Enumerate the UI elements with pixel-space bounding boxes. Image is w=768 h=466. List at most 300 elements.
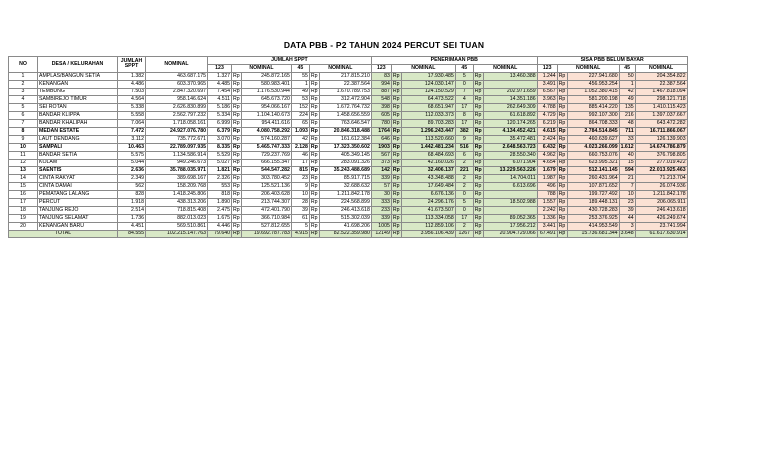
cell-desa: CINTA RAKYAT xyxy=(38,175,118,183)
currency-label: Rp xyxy=(474,88,482,95)
cell-pnom123: 32.406.137 xyxy=(401,167,455,175)
currency-label: Rp xyxy=(392,183,400,190)
cell-no: 2 xyxy=(9,80,38,88)
table-row xyxy=(9,112,688,120)
table-row xyxy=(9,88,688,96)
currency-label: Rp xyxy=(558,119,566,126)
cell-p123: 780 xyxy=(371,120,391,128)
cell-s123: 8.335 xyxy=(208,143,232,151)
total-p123: 12149 xyxy=(371,230,391,238)
cell-snom45: 217.815.210 xyxy=(319,72,371,80)
cell-desa: BANDAR KLIPPA xyxy=(38,112,118,120)
cell-p123: 567 xyxy=(371,151,391,159)
cell-nom: 22.789.097.935 xyxy=(146,143,208,151)
header-sisa-nominal-123: NOMINAL xyxy=(557,64,619,72)
cell-snom123: 1.176.530.944 xyxy=(241,88,291,96)
cell-p45: 2 xyxy=(455,183,473,191)
cell-bnom45: 23.741.994 xyxy=(635,222,687,230)
table-row xyxy=(9,214,688,222)
currency-label: Rp xyxy=(474,183,482,190)
cell-s45: 10 xyxy=(291,191,309,199)
cell-pnom123: 113.520.660 xyxy=(401,135,455,143)
cell-pnom123: 43.348.488 xyxy=(401,175,455,183)
cell-bnom123: 199.727.492 xyxy=(567,191,619,199)
currency-label: Rp xyxy=(392,222,400,229)
cell-nom: 958.146.624 xyxy=(146,96,208,104)
cell-nom: 949.246.673 xyxy=(146,159,208,167)
cell-desa: SAMBIREJO TIMUR xyxy=(38,96,118,104)
cell-sppt: 562 xyxy=(118,183,146,191)
currency-label: Rp xyxy=(233,112,240,119)
currency-label: Rp xyxy=(474,222,482,229)
cell-no: 19 xyxy=(9,214,38,222)
currency-label: Rp xyxy=(392,206,400,213)
cell-pnom123: 17.930.485 xyxy=(401,72,455,80)
cell-bnom45: 298.121.718 xyxy=(635,96,687,104)
currency-label: Rp xyxy=(474,198,482,205)
currency-label: Rp xyxy=(233,135,240,142)
cell-no: 12 xyxy=(9,159,38,167)
cell-snom45: 312.472.904 xyxy=(319,96,371,104)
cell-b123: 1.679 xyxy=(537,167,557,175)
cell-sppt: 5.044 xyxy=(118,159,146,167)
currency-label: Rp xyxy=(233,88,240,95)
cell-s45: 224 xyxy=(291,112,309,120)
currency-label: Rp xyxy=(474,104,482,111)
total-pnom45: 20.904.729.066 xyxy=(483,230,537,238)
header-penerimaan-nominal-123: NOMINAL xyxy=(391,64,455,72)
currency-label: Rp xyxy=(558,80,566,87)
table-row xyxy=(9,175,688,183)
cell-sppt: 7.064 xyxy=(118,120,146,128)
currency-label: Rp xyxy=(310,206,318,213)
total-pnom123: 3.956.106.439 xyxy=(401,230,455,238)
currency-label: Rp xyxy=(310,167,318,174)
cell-s45: 46 xyxy=(291,151,309,159)
cell-bnom123: 227.941.680 xyxy=(567,72,619,80)
cell-b45: 21 xyxy=(619,175,635,183)
cell-pnom45: 89.052.365 xyxy=(483,214,537,222)
cell-bnom45: 1.211.842.178 xyxy=(635,191,687,199)
currency-label: Rp xyxy=(310,214,318,221)
cell-no: 8 xyxy=(9,128,38,136)
cell-no: 6 xyxy=(9,112,38,120)
cell-sppt: 1.382 xyxy=(118,72,146,80)
cell-sppt: 5.575 xyxy=(118,151,146,159)
cell-bnom123: 456.953.254 xyxy=(567,80,619,88)
cell-snom45: 41.698.206 xyxy=(319,222,371,230)
cell-bnom45: 16.711.866.067 xyxy=(635,128,687,136)
currency-label: Rp xyxy=(233,127,240,134)
header-penerimaan-123: 123 xyxy=(371,64,391,72)
total-snom45: 82.522.359.980 xyxy=(319,230,371,238)
cell-nom: 2.847.320.697 xyxy=(146,88,208,96)
cell-sppt: 2.349 xyxy=(118,175,146,183)
currency-label: Rp xyxy=(233,222,240,229)
cell-desa: KENANGAN BARU xyxy=(38,222,118,230)
cell-s123: 3.070 xyxy=(208,135,232,143)
cell-p45: 4 xyxy=(455,96,473,104)
cell-bnom45: 206.065.911 xyxy=(635,199,687,207)
cell-s123: 553 xyxy=(208,183,232,191)
cell-b45: 33 xyxy=(619,135,635,143)
cell-nom: 735.772.671 xyxy=(146,135,208,143)
cell-bnom45: 277.019.422 xyxy=(635,159,687,167)
currency-label: Rp xyxy=(310,72,318,79)
currency-label: Rp xyxy=(392,198,400,205)
currency-label: Rp xyxy=(233,80,240,87)
cell-snom45: 35.243.488.689 xyxy=(319,167,371,175)
total-bnom45: 61.617.630.914 xyxy=(635,230,687,238)
cell-pnom45: 6.613.696 xyxy=(483,183,537,191)
cell-bnom123: 260.431.964 xyxy=(567,175,619,183)
cell-b123: 6.432 xyxy=(537,143,557,151)
cell-bnom45: 204.354.822 xyxy=(635,72,687,80)
cell-b45: 594 xyxy=(619,167,635,175)
cell-nom: 603.370.965 xyxy=(146,80,208,88)
cell-b45: 42 xyxy=(619,88,635,96)
table-row xyxy=(9,151,688,159)
header-group-sisa: SISA PBB BELUM BAYAR xyxy=(537,57,687,65)
cell-nom: 2.562.797.232 xyxy=(146,112,208,120)
currency-label: Rp xyxy=(310,159,318,166)
currency-label: Rp xyxy=(233,198,240,205)
currency-label: Rp xyxy=(392,88,400,95)
cell-desa: KENANGAN xyxy=(38,80,118,88)
cell-bnom45: 126.139.903 xyxy=(635,135,687,143)
cell-s123: 6.379 xyxy=(208,128,232,136)
cell-bnom45: 1.467.818.094 xyxy=(635,88,687,96)
currency-label: Rp xyxy=(558,190,566,197)
currency-label: Rp xyxy=(558,159,566,166)
cell-p45: 0 xyxy=(455,80,473,88)
cell-s45: 1.093 xyxy=(291,128,309,136)
cell-s123: 818 xyxy=(208,191,232,199)
currency-label: Rp xyxy=(392,167,400,174)
cell-b45: 15 xyxy=(619,159,635,167)
cell-desa: PEMATANG LALANG xyxy=(38,191,118,199)
cell-pnom45 xyxy=(483,206,537,214)
table-row xyxy=(9,120,688,128)
cell-p45: 5 xyxy=(455,72,473,80)
cell-b123: 4.654 xyxy=(537,159,557,167)
cell-bnom45: 246.413.618 xyxy=(635,206,687,214)
currency-label: Rp xyxy=(310,112,318,119)
cell-s45: 5 xyxy=(291,222,309,230)
cell-p45: 17 xyxy=(455,104,473,112)
cell-bnom45: 426.249.674 xyxy=(635,214,687,222)
cell-snom123: 366.710.984 xyxy=(241,214,291,222)
cell-s45: 61 xyxy=(291,214,309,222)
cell-p45: 5 xyxy=(455,199,473,207)
cell-snom45: 22.387.564 xyxy=(319,80,371,88)
currency-label: Rp xyxy=(233,143,240,150)
currency-label: Rp xyxy=(392,127,400,134)
cell-b123: 4.788 xyxy=(537,104,557,112)
cell-sppt: 1.736 xyxy=(118,214,146,222)
currency-label: Rp xyxy=(233,190,240,197)
cell-s45: 2.128 xyxy=(291,143,309,151)
currency-label: Rp xyxy=(233,104,240,111)
cell-b123: 6.219 xyxy=(537,120,557,128)
currency-label: Rp xyxy=(310,230,318,237)
cell-desa: CINTA DAMAI xyxy=(38,183,118,191)
cell-nom: 463.687.175 xyxy=(146,72,208,80)
currency-label: Rp xyxy=(392,230,400,237)
currency-label: Rp xyxy=(474,175,482,182)
cell-s45: 152 xyxy=(291,104,309,112)
cell-bnom123: 660.753.076 xyxy=(567,151,619,159)
cell-p45: 6 xyxy=(455,151,473,159)
cell-snom45: 246.413.618 xyxy=(319,206,371,214)
cell-nom: 438.313.206 xyxy=(146,199,208,207)
cell-p123: 233 xyxy=(371,206,391,214)
currency-label: Rp xyxy=(392,159,400,166)
cell-s123: 5.186 xyxy=(208,104,232,112)
cell-no: 20 xyxy=(9,222,38,230)
cell-pnom45: 202.971.659 xyxy=(483,88,537,96)
currency-label: Rp xyxy=(392,143,400,150)
table-row xyxy=(9,206,688,214)
cell-s123: 1.675 xyxy=(208,214,232,222)
cell-bnom45: 1.410.115.423 xyxy=(635,104,687,112)
cell-p45: 221 xyxy=(455,167,473,175)
cell-p123: 994 xyxy=(371,80,391,88)
cell-b45: 1 xyxy=(619,80,635,88)
cell-pnom123: 6.676.136 xyxy=(401,191,455,199)
cell-no: 15 xyxy=(9,183,38,191)
cell-no: 7 xyxy=(9,120,38,128)
cell-b45: 3 xyxy=(619,222,635,230)
cell-p123: 57 xyxy=(371,183,391,191)
cell-sppt: 4.564 xyxy=(118,96,146,104)
cell-pnom123: 113.334.058 xyxy=(401,214,455,222)
cell-s45: 1 xyxy=(291,80,309,88)
cell-pnom123: 64.473.522 xyxy=(401,96,455,104)
cell-s45: 49 xyxy=(291,88,309,96)
table-row xyxy=(9,183,688,191)
cell-p123: 339 xyxy=(371,175,391,183)
currency-label: Rp xyxy=(558,72,566,79)
cell-bnom45: 14.674.786.879 xyxy=(635,143,687,151)
cell-sppt: 1.918 xyxy=(118,199,146,207)
currency-label: Rp xyxy=(392,119,400,126)
cell-p45: 17 xyxy=(455,214,473,222)
table-row xyxy=(9,159,688,167)
cell-snom123: 1.104.140.673 xyxy=(241,112,291,120)
cell-s123: 5.027 xyxy=(208,159,232,167)
cell-snom45: 85.917.715 xyxy=(319,175,371,183)
currency-label: Rp xyxy=(392,190,400,197)
cell-snom45: 1.672.764.732 xyxy=(319,104,371,112)
cell-bnom123: 4.023.266.099 xyxy=(567,143,619,151)
cell-s123: 6.999 xyxy=(208,120,232,128)
cell-pnom123: 1.442.481.234 xyxy=(401,143,455,151)
cell-nom: 1.134.586.914 xyxy=(146,151,208,159)
cell-snom45: 20.846.318.488 xyxy=(319,128,371,136)
cell-s123: 1.327 xyxy=(208,72,232,80)
currency-label: Rp xyxy=(558,96,566,103)
cell-s123: 1.821 xyxy=(208,167,232,175)
currency-label: Rp xyxy=(558,112,566,119)
page-title: DATA PBB - P2 TAHUN 2024 PERCUT SEI TUAN xyxy=(283,40,485,50)
cell-s123: 4.446 xyxy=(208,222,232,230)
cell-b123: 3.963 xyxy=(537,96,557,104)
cell-sppt: 7.472 xyxy=(118,128,146,136)
cell-bnom45: 26.074.936 xyxy=(635,183,687,191)
currency-label: Rp xyxy=(558,206,566,213)
cell-sppt: 3.112 xyxy=(118,135,146,143)
cell-p123: 83 xyxy=(371,72,391,80)
cell-b45: 40 xyxy=(619,151,635,159)
currency-label: Rp xyxy=(310,198,318,205)
cell-snom123: 5.465.747.333 xyxy=(241,143,291,151)
currency-label: Rp xyxy=(392,72,400,79)
cell-no: 10 xyxy=(9,143,38,151)
total-snom123: 19.692.787.783 xyxy=(241,230,291,238)
cell-pnom123: 17.649.484 xyxy=(401,183,455,191)
cell-bnom45: 22.013.925.463 xyxy=(635,167,687,175)
cell-pnom45: 17.956.212 xyxy=(483,222,537,230)
header-sppt-nominal-123: NOMINAL xyxy=(232,64,292,72)
currency-label: Rp xyxy=(392,214,400,221)
cell-bnom123: 189.448.131 xyxy=(567,199,619,207)
cell-snom45: 283.091.326 xyxy=(319,159,371,167)
cell-p123: 30 xyxy=(371,191,391,199)
cell-no: 14 xyxy=(9,175,38,183)
currency-label: Rp xyxy=(233,72,240,79)
cell-b123: 2.424 xyxy=(537,135,557,143)
cell-p123: 373 xyxy=(371,159,391,167)
currency-label: Rp xyxy=(233,214,240,221)
cell-pnom45: 13.460.388 xyxy=(483,72,537,80)
header-group-sppt: JUMLAH SPPT xyxy=(208,57,372,65)
cell-p123: 1903 xyxy=(371,143,391,151)
cell-pnom123: 124.150.529 xyxy=(401,88,455,96)
cell-b123: 4.962 xyxy=(537,151,557,159)
cell-snom45: 32.688.632 xyxy=(319,183,371,191)
cell-b45: 23 xyxy=(619,199,635,207)
cell-p123: 142 xyxy=(371,167,391,175)
cell-pnom45: 4.134.452.421 xyxy=(483,128,537,136)
cell-bnom123: 885.414.220 xyxy=(567,104,619,112)
cell-pnom45 xyxy=(483,191,537,199)
cell-desa: TEMBUNG xyxy=(38,88,118,96)
cell-s123: 7.454 xyxy=(208,88,232,96)
table-row xyxy=(9,96,688,104)
cell-sppt: 5.338 xyxy=(118,104,146,112)
cell-pnom45: 262.649.309 xyxy=(483,104,537,112)
currency-label: Rp xyxy=(392,104,400,111)
cell-b123: 2.242 xyxy=(537,206,557,214)
cell-p45: 7 xyxy=(455,88,473,96)
header-sisa-nominal-45: NOMINAL xyxy=(635,64,687,72)
currency-label: Rp xyxy=(310,96,318,103)
cell-s45: 53 xyxy=(291,96,309,104)
cell-p123: 887 xyxy=(371,88,391,96)
cell-pnom123: 89.703.283 xyxy=(401,120,455,128)
header-jumlah-sppt: JUMLAH SPPT xyxy=(118,57,146,73)
cell-s45: 42 xyxy=(291,135,309,143)
cell-s45: 815 xyxy=(291,167,309,175)
total-p45: 1267 xyxy=(455,230,473,238)
cell-b45: 49 xyxy=(619,96,635,104)
currency-label: Rp xyxy=(474,190,482,197)
cell-p45: 382 xyxy=(455,128,473,136)
cell-snom123: 544.547.282 xyxy=(241,167,291,175)
cell-snom45: 1.211.842.178 xyxy=(319,191,371,199)
currency-label: Rp xyxy=(310,135,318,142)
cell-nom: 389.698.167 xyxy=(146,175,208,183)
currency-label: Rp xyxy=(392,175,400,182)
cell-sppt: 828 xyxy=(118,191,146,199)
cell-b123: 3.491 xyxy=(537,80,557,88)
cell-b45: 48 xyxy=(619,120,635,128)
cell-snom123: 472.401.790 xyxy=(241,206,291,214)
currency-label: Rp xyxy=(558,143,566,150)
cell-desa: SAMPALI xyxy=(38,143,118,151)
cell-sppt: 5.558 xyxy=(118,112,146,120)
cell-nom: 1.718.058.161 xyxy=(146,120,208,128)
currency-label: Rp xyxy=(310,183,318,190)
cell-s123: 5.529 xyxy=(208,151,232,159)
cell-p123: 1764 xyxy=(371,128,391,136)
cell-no: 4 xyxy=(9,96,38,104)
total-b123: 67.491 xyxy=(537,230,557,238)
cell-snom45: 224.568.899 xyxy=(319,199,371,207)
header-sppt-nominal-45: NOMINAL xyxy=(309,64,371,72)
cell-bnom123: 864.708.333 xyxy=(567,120,619,128)
table-row xyxy=(9,199,688,207)
cell-sppt: 2.636 xyxy=(118,167,146,175)
cell-no: 5 xyxy=(9,104,38,112)
cell-s123: 4.511 xyxy=(208,96,232,104)
cell-nom: 35.788.035.971 xyxy=(146,167,208,175)
cell-desa: MEDAN ESTATE xyxy=(38,128,118,136)
table-row xyxy=(9,191,688,199)
cell-p123: 1005 xyxy=(371,222,391,230)
cell-snom45: 763.646.547 xyxy=(319,120,371,128)
cell-no: 11 xyxy=(9,151,38,159)
cell-desa: KOLAM xyxy=(38,159,118,167)
currency-label: Rp xyxy=(310,104,318,111)
cell-p45: 2 xyxy=(455,159,473,167)
header-no: NO xyxy=(9,57,38,73)
cell-b45: 44 xyxy=(619,214,635,222)
cell-snom123: 580.983.401 xyxy=(241,80,291,88)
header-penerimaan-45: 45 xyxy=(455,64,473,72)
cell-desa: TANJUNG SELAMAT xyxy=(38,214,118,222)
cell-b45: 216 xyxy=(619,112,635,120)
cell-p123: 605 xyxy=(371,112,391,120)
header-desa: DESA / KELURAHAN xyxy=(38,57,118,73)
cell-no: 13 xyxy=(9,167,38,175)
currency-label: Rp xyxy=(310,88,318,95)
cell-b45: 50 xyxy=(619,72,635,80)
cell-nom: 2.626.830.899 xyxy=(146,104,208,112)
cell-pnom123: 41.673.507 xyxy=(401,206,455,214)
cell-no: 18 xyxy=(9,206,38,214)
cell-b123: 4.729 xyxy=(537,112,557,120)
cell-s123: 2.475 xyxy=(208,206,232,214)
currency-label: Rp xyxy=(310,175,318,182)
cell-desa: PERCUT xyxy=(38,199,118,207)
cell-bnom123: 623.995.321 xyxy=(567,159,619,167)
currency-label: Rp xyxy=(474,206,482,213)
cell-s45: 55 xyxy=(291,72,309,80)
header-sppt-45: 45 xyxy=(291,64,309,72)
table-row xyxy=(9,167,688,175)
